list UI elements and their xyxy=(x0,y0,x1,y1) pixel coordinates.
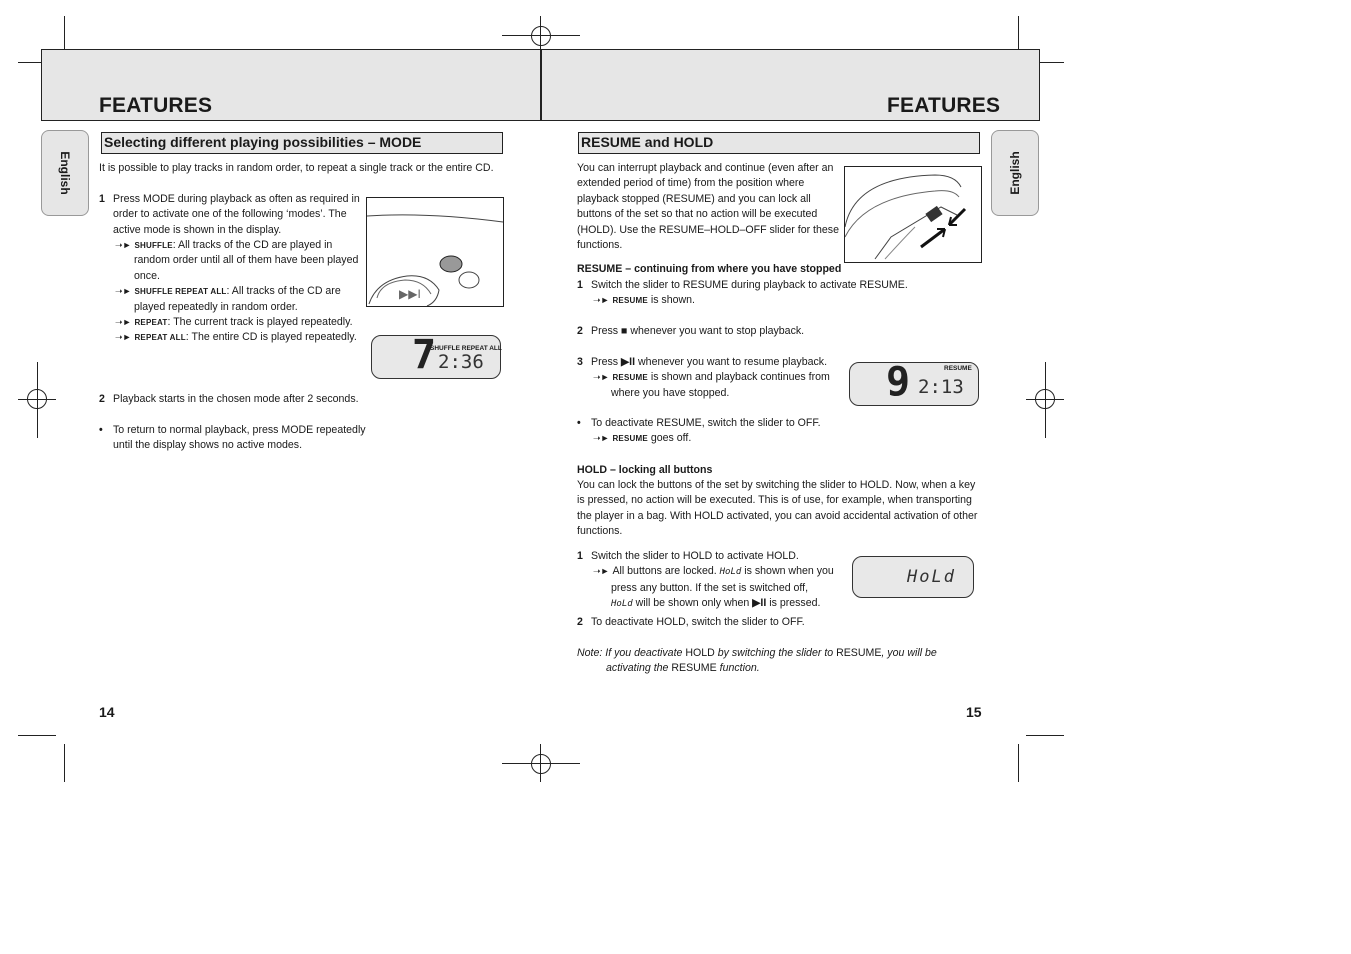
language-label: English xyxy=(58,151,72,195)
list-item: ➝► REPEAT: The current track is played repeatedly. xyxy=(115,316,353,329)
hold-heading: HOLD – locking all buttons xyxy=(577,464,713,476)
registration-mark xyxy=(531,754,551,774)
list-item: ➝► REPEAT ALL: The entire CD is played repeatedly. xyxy=(115,331,357,344)
mode-button-drawing xyxy=(367,198,503,306)
arrow-icon: ➝► xyxy=(593,372,610,383)
resume-step-2: 2 Press ■ whenever you want to stop playback. xyxy=(577,325,805,337)
mode-step-1: 1 Press MODE during playback as often as required in order to activate one of the following ‘modes’. The active mode is shown in the display. xyxy=(99,193,360,236)
arrow-icon: ➝► xyxy=(115,286,132,297)
mode-bullet: • To return to normal playback, press MODE repeatedly until the display shows no active modes. xyxy=(99,424,366,452)
lcd-display-hold xyxy=(852,556,974,598)
player-illustration xyxy=(366,197,504,307)
slider-illustration xyxy=(844,166,982,263)
language-tab-left xyxy=(41,130,89,216)
mode-step-2: 2 Playback starts in the chosen mode after 2 seconds. xyxy=(99,393,359,405)
section-title-resume-hold: RESUME and HOLD xyxy=(578,132,980,154)
arrow-icon: ➝► xyxy=(115,317,132,328)
lcd-track-number: 7 xyxy=(412,332,437,378)
lcd-time: 2:13 xyxy=(918,376,964,398)
list-item: ➝► SHUFFLE: All tracks of the CD are played in random order until all of them have been played once. xyxy=(115,239,359,282)
resume-step-1: 1 Switch the slider to RESUME during playback to activate RESUME. ➝► RESUME is shown. xyxy=(577,279,908,307)
play-pause-icon: ▶II xyxy=(752,597,767,610)
stop-icon: ■ xyxy=(621,325,628,337)
mode-intro: It is possible to play tracks in random order, to repeat a single track or the entire CD. xyxy=(99,162,494,174)
svg-text:▶▶I: ▶▶I xyxy=(399,287,421,301)
resume-hold-intro: You can interrupt playback and continue (even after an extended period of time) from the position where playback stopped (RESUME) and you can lock all buttons of the set so that no action will be executed (HOLD). Use the RESUME–HOLD–OFF slider for these functions. xyxy=(577,162,839,252)
crop-mark xyxy=(1026,735,1064,736)
lcd-resume-flag: RESUME xyxy=(944,365,972,372)
registration-mark xyxy=(531,26,551,46)
lcd-hold-text: HoLd xyxy=(907,567,956,587)
resume-bullet: • To deactivate RESUME, switch the slider to OFF. ➝► RESUME goes off. xyxy=(577,417,821,445)
resume-hold-slider-drawing xyxy=(845,167,981,262)
play-pause-icon: ▶II xyxy=(621,356,636,368)
arrow-icon: ➝► xyxy=(593,566,610,577)
arrow-icon: ➝► xyxy=(593,295,610,306)
crop-mark xyxy=(64,744,65,782)
registration-mark xyxy=(1035,389,1055,409)
lcd-display-resume xyxy=(849,359,979,406)
page-number-right: 15 xyxy=(966,704,982,720)
lcd-time: 2:36 xyxy=(438,351,484,373)
arrow-icon: ➝► xyxy=(115,240,132,250)
resume-step-3: 3 Press ▶II whenever you want to resume playback. ➝► RESUME is shown and playback continues from where you have stopped. xyxy=(577,356,830,399)
lcd-track-number: 9 xyxy=(886,359,911,405)
crop-mark xyxy=(1018,744,1019,782)
language-tab-right xyxy=(991,130,1039,216)
note: Note: If you deactivate HOLD by switching the slider to RESUME, you will be activating the RESUME function. xyxy=(577,647,937,675)
language-label: English xyxy=(1008,151,1022,195)
hold-intro: You can lock the buttons of the set by switching the slider to HOLD. Now, when a key is pressed, no action will be executed. This is of use, for example, when transporting the player in a bag. With HOLD activated, you can avoid accidental activation of other functions. xyxy=(577,479,978,538)
hold-step-1: 1 Switch the slider to HOLD to activate HOLD. ➝► All buttons are locked. HoLd is shown when you press any button. If the set is switched off, HoLd will be shown only when ▶II is pressed. xyxy=(577,550,834,610)
page-divider xyxy=(540,49,542,121)
page-number-left: 14 xyxy=(99,704,115,720)
right-page-title: FEATURES xyxy=(887,94,1001,117)
left-page-title: FEATURES xyxy=(99,94,213,117)
list-item: ➝► SHUFFLE REPEAT ALL: All tracks of the CD are played repeatedly in random order. xyxy=(115,285,341,313)
crop-mark xyxy=(18,735,56,736)
lcd-display-mode xyxy=(371,332,502,379)
hold-step-2: 2 To deactivate HOLD, switch the slider to OFF. xyxy=(577,616,805,628)
arrow-icon: ➝► xyxy=(115,332,132,343)
section-title-mode: Selecting different playing possibilities – MODE xyxy=(101,132,503,154)
arrow-icon: ➝► xyxy=(593,433,610,444)
lcd-mode-flags: SHUFFLE REPEAT ALL xyxy=(430,345,502,352)
mode-list xyxy=(115,238,361,346)
registration-mark xyxy=(27,389,47,409)
resume-heading: RESUME – continuing from where you have stopped xyxy=(577,263,842,275)
